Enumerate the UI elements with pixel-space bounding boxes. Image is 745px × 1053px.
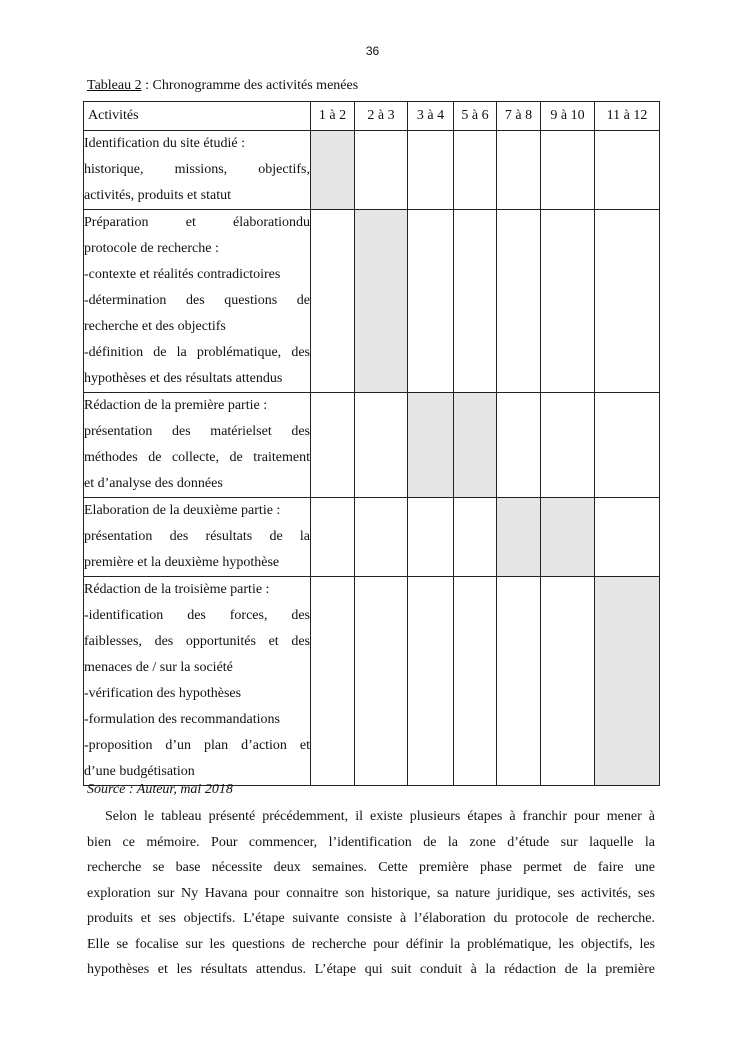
schedule-cell xyxy=(408,393,454,498)
schedule-table xyxy=(83,101,660,786)
schedule-cell xyxy=(311,577,355,786)
activity-line: -proposition d’un plan d’action et xyxy=(84,738,310,753)
table-row xyxy=(84,131,660,210)
schedule-cell xyxy=(454,210,497,393)
schedule-cell xyxy=(497,498,541,577)
table-caption xyxy=(87,78,358,94)
table-row xyxy=(84,498,660,577)
activity-line: menaces de / sur la société xyxy=(84,660,233,675)
schedule-cell xyxy=(408,577,454,786)
schedule-cell xyxy=(497,393,541,498)
activity-line: Identification du site étudié : xyxy=(84,136,245,151)
schedule-cell xyxy=(355,498,408,577)
body-paragraph xyxy=(87,804,655,983)
schedule-cell xyxy=(408,498,454,577)
activity-line: -définition de la problématique, des xyxy=(84,345,310,360)
header-period: 5 à 6 xyxy=(454,102,497,131)
activity-line: d’une budgétisation xyxy=(84,764,195,779)
activity-line: présentation des résultats de la xyxy=(84,529,310,544)
caption-label: Tableau 2 xyxy=(87,78,142,93)
activity-line: première et la deuxième hypothèse xyxy=(84,555,280,570)
schedule-cell xyxy=(541,131,595,210)
activity-line: -formulation des recommandations xyxy=(84,712,280,727)
schedule-cell xyxy=(541,210,595,393)
activity-line: méthodes de collecte, de traitement xyxy=(84,450,310,465)
activity-line: faiblesses, des opportunités et des xyxy=(84,634,310,649)
schedule-cell xyxy=(355,210,408,393)
schedule-cell xyxy=(454,577,497,786)
schedule-cell xyxy=(355,577,408,786)
schedule-cell xyxy=(541,393,595,498)
activity-line: -contexte et réalités contradictoires xyxy=(84,267,281,282)
paragraph-line: Elle se focalise sur les questions de recherche pour définir la problématique, les objectifs, les xyxy=(87,936,655,952)
schedule-cell xyxy=(454,498,497,577)
schedule-cell xyxy=(595,210,660,393)
activity-line: -identification des forces, des xyxy=(84,608,310,623)
activity-line: et d’analyse des données xyxy=(84,476,223,491)
activity-line: historique, missions, objectifs, xyxy=(84,162,310,177)
paragraph-line: bien ce mémoire. Pour commencer, l’identification de la zone d’étude sur laquelle la xyxy=(87,834,655,850)
table-row xyxy=(84,210,660,393)
header-period: 11 à 12 xyxy=(595,102,660,131)
activity-line: Rédaction de la troisième partie : xyxy=(84,582,270,597)
activity-line: Rédaction de la première partie : xyxy=(84,398,268,413)
activity-line: activités, produits et statut xyxy=(84,188,231,203)
schedule-cell xyxy=(595,577,660,786)
schedule-cell xyxy=(454,393,497,498)
paragraph-line: Selon le tableau présenté précédemment, il existe plusieurs étapes à franchir pour mener à xyxy=(105,809,655,824)
activity-line: -détermination des questions de xyxy=(84,293,310,308)
table-header-row xyxy=(84,102,660,131)
schedule-cell xyxy=(497,210,541,393)
activity-cell xyxy=(84,393,311,498)
schedule-cell xyxy=(595,131,660,210)
schedule-cell xyxy=(595,393,660,498)
schedule-cell xyxy=(497,577,541,786)
activity-line: hypothèses et des résultats attendus xyxy=(84,371,283,386)
schedule-cell xyxy=(311,393,355,498)
header-period: 7 à 8 xyxy=(497,102,541,131)
activity-line: recherche et des objectifs xyxy=(84,319,226,334)
schedule-cell xyxy=(355,131,408,210)
activity-line: -vérification des hypothèses xyxy=(84,686,242,701)
paragraph-line: hypothèses et les résultats attendus. L’étape qui suit conduit à la rédaction de la première xyxy=(87,962,655,977)
page-number: 36 xyxy=(365,44,380,58)
activity-line: Elaboration de la deuxième partie : xyxy=(84,503,281,518)
caption-text: : Chronogramme des activités menées xyxy=(141,78,359,93)
header-period: 9 à 10 xyxy=(541,102,595,131)
table-row xyxy=(84,577,660,786)
schedule-cell xyxy=(408,131,454,210)
header-activities: Activités xyxy=(84,102,311,131)
schedule-cell xyxy=(541,498,595,577)
activity-cell xyxy=(84,577,311,786)
schedule-cell xyxy=(541,577,595,786)
activity-line: Préparation et élaborationdu xyxy=(84,215,310,230)
header-period: 2 à 3 xyxy=(355,102,408,131)
paragraph-line: produits et ses objectifs. L’étape suivante consiste à l’élaboration du protocole de recherche. xyxy=(87,911,655,926)
schedule-cell xyxy=(311,131,355,210)
activity-cell xyxy=(84,498,311,577)
schedule-cell xyxy=(595,498,660,577)
schedule-cell xyxy=(311,210,355,393)
schedule-cell xyxy=(311,498,355,577)
schedule-cell xyxy=(408,210,454,393)
schedule-cell xyxy=(497,131,541,210)
paragraph-line: recherche se base nécessite deux semaines. Cette première phase permet de faire une xyxy=(87,860,655,875)
activity-cell xyxy=(84,210,311,393)
table-row xyxy=(84,393,660,498)
schedule-cell xyxy=(454,131,497,210)
schedule-cell xyxy=(355,393,408,498)
header-period: 3 à 4 xyxy=(408,102,454,131)
header-period: 1 à 2 xyxy=(311,102,355,131)
paragraph-line: exploration sur Ny Havana pour connaitre son historique, sa nature juridique, ses activités, ses xyxy=(87,885,655,901)
activity-cell xyxy=(84,131,311,210)
activity-line: présentation des matérielset des xyxy=(84,424,310,439)
activity-line: protocole de recherche : xyxy=(84,241,219,256)
table-source: Source : Auteur, mai 2018 xyxy=(87,782,233,797)
